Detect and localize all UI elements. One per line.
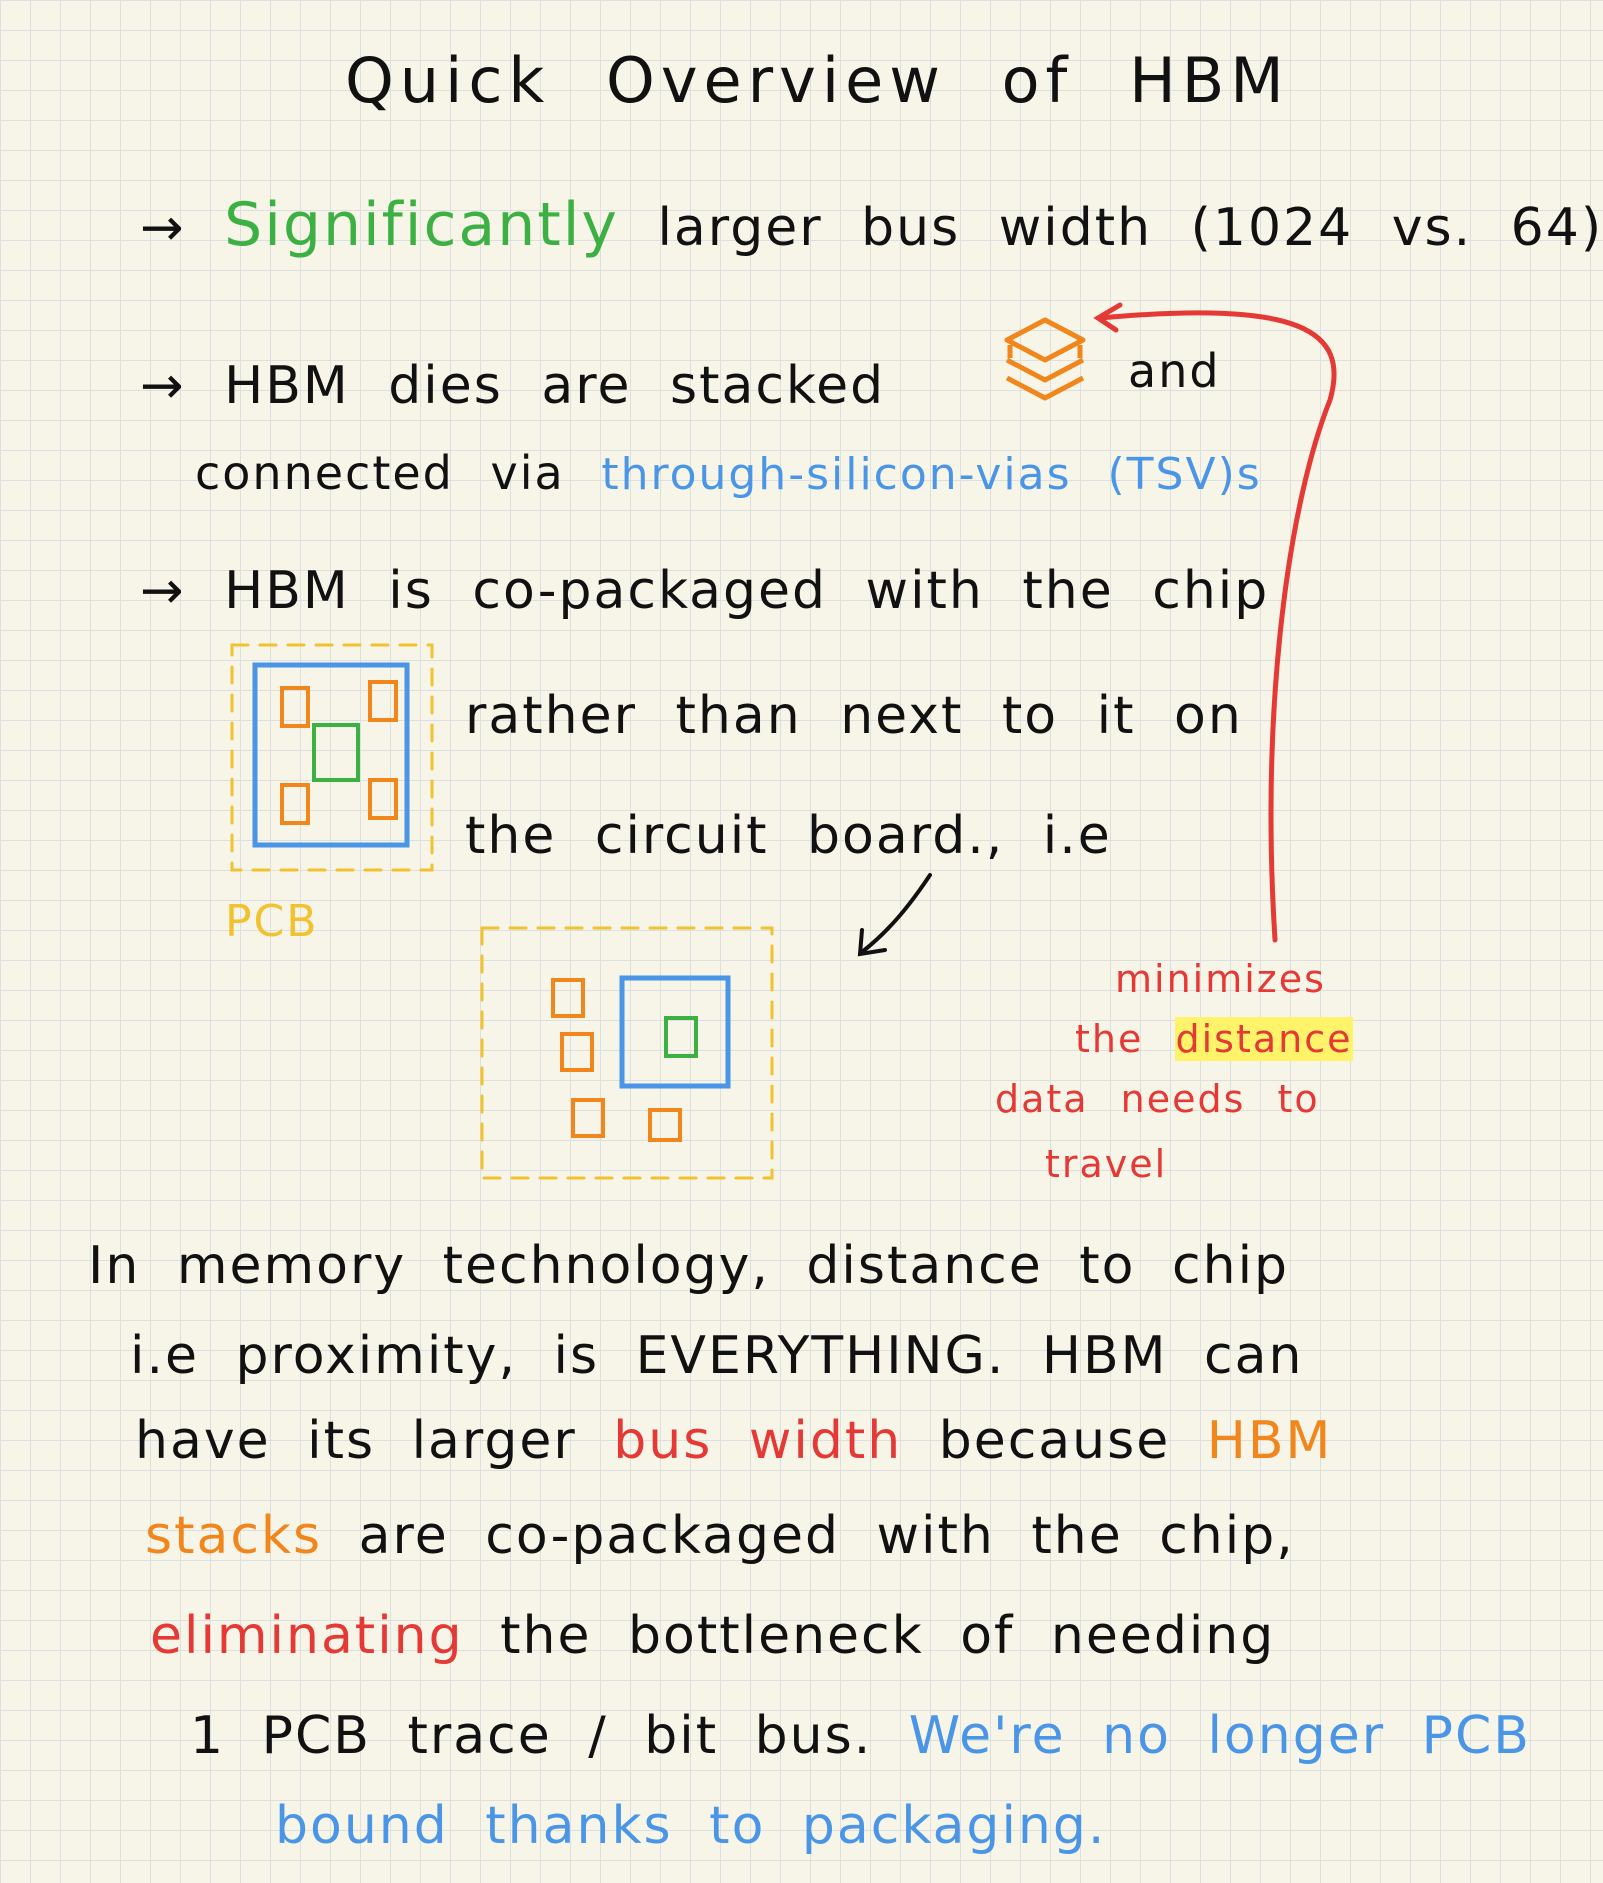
note-the: the: [1075, 1017, 1144, 1061]
bullet-arrow: →: [140, 561, 186, 621]
copackaged-diagram: [232, 645, 432, 870]
eliminating-red: eliminating: [150, 1606, 464, 1666]
hbm-stack: [553, 980, 583, 1016]
bullet-2-connected-via: connected via: [195, 446, 565, 500]
board-diagram: [482, 928, 772, 1178]
pointer-arrow: [860, 875, 930, 954]
tsv-text: through-silicon-vias (TSV)s: [601, 449, 1262, 500]
bullet-2-text: HBM dies are stacked: [224, 356, 886, 416]
package-outline: [622, 978, 728, 1086]
bullet-arrow: →: [140, 198, 186, 258]
paragraph-text: have its larger: [135, 1411, 577, 1471]
hbm-orange: HBM: [1206, 1411, 1333, 1471]
hbm-stack: [282, 688, 308, 726]
red-arrow: [1098, 305, 1334, 940]
paragraph-text: 1 PCB trace / bit bus.: [190, 1706, 873, 1766]
hbm-stack: [282, 785, 308, 823]
bullet-1-text: larger bus width (1024 vs. 64): [657, 198, 1603, 258]
bullet-3-line3: the circuit board., i.e: [465, 806, 1112, 866]
hbm-stack: [573, 1100, 603, 1136]
bullet-2-tail: and: [1128, 344, 1221, 398]
paragraph-text: are co-packaged with the chip,: [358, 1506, 1295, 1566]
no-longer-pcb-blue: We're no longer PCB: [908, 1706, 1531, 1766]
paragraph-line-2: i.e proximity, is EVERYTHING. HBM can: [130, 1326, 1304, 1386]
page-title: Quick Overview of HBM: [345, 44, 1290, 117]
highlight-significantly: Significantly: [224, 190, 619, 260]
bullet-arrow: →: [140, 356, 186, 416]
note-line-3: data needs to: [995, 1077, 1320, 1121]
note-line-4: travel: [1045, 1142, 1168, 1186]
paragraph-line-7: bound thanks to packaging.: [275, 1796, 1107, 1856]
bullet-3-line2: rather than next to it on: [465, 686, 1243, 746]
note-distance-highlight: distance: [1175, 1017, 1353, 1061]
hbm-stack: [370, 682, 396, 720]
bullet-3-text: HBM is co-packaged with the chip: [224, 561, 1270, 621]
paragraph-text: because: [938, 1411, 1171, 1471]
pcb-outline: [232, 645, 432, 870]
stacks-orange: stacks: [145, 1506, 323, 1566]
paragraph-text: the bottleneck of needing: [500, 1606, 1276, 1666]
bus-width-red: bus width: [613, 1411, 903, 1471]
hbm-stack: [650, 1110, 680, 1140]
hbm-stack: [370, 780, 396, 818]
chip-square: [314, 725, 358, 780]
chip-square: [666, 1018, 696, 1056]
note-line-1: minimizes: [1115, 957, 1326, 1001]
stacked-layers-icon: [1007, 320, 1083, 398]
hbm-stack: [562, 1034, 592, 1070]
pcb-label: PCB: [225, 896, 319, 947]
paragraph-line-1: In memory technology, distance to chip: [88, 1236, 1290, 1296]
